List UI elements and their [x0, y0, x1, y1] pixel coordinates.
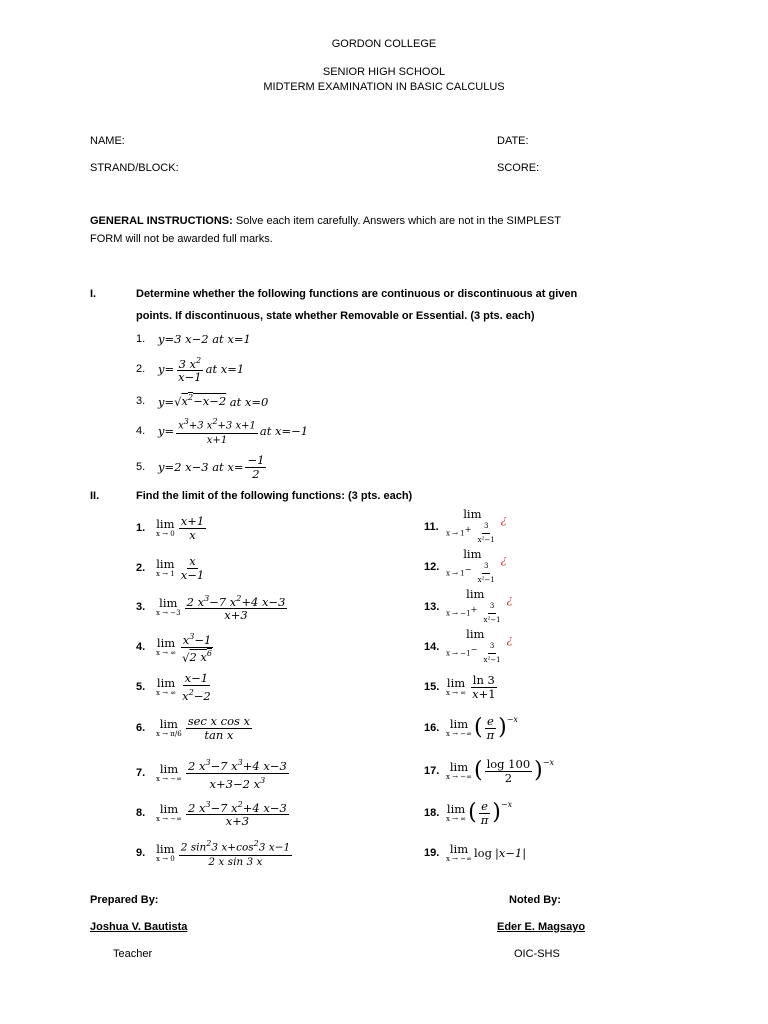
- score-label: SCORE:: [497, 162, 540, 174]
- instructions-line2: FORM will not be awarded full marks.: [90, 233, 273, 245]
- part2-item-15: 15. lim x → ∞ $\frac{\ln 3}{x+1}$: [424, 672, 496, 701]
- part2-item-19: 19. lim x → −∞ log |x−1|: [424, 842, 527, 863]
- part1-item-4: 4. y= $\frac{x^3+3 x^2+3 x+1}{x+1}$ at x=−1: [136, 417, 309, 446]
- name-label: NAME:: [90, 135, 125, 147]
- part1-number: I.: [90, 288, 97, 300]
- part2-item-4: 4. lim x → ∞ $\frac{x^3-1}{√2 x^6}$: [136, 631, 212, 665]
- part2-item-16: 16. lim x → −∞ ( $\frac{e}{\pi}$ ) −x: [424, 713, 518, 742]
- instructions-label: GENERAL INSTRUCTIONS:: [90, 215, 233, 227]
- part2-item-7: 7. lim x → −∞ $\frac{2 x^3-7 x^3+4 x-3}{x+3-2 x^3}$: [136, 757, 287, 791]
- instructions-line1: [90, 215, 678, 227]
- part2-item-13: 13. lim x → −1+ $\frac{3}{\text{x²−1}}$ ¿: [424, 586, 513, 624]
- part2-item-8: 8. lim x → −∞ $\frac{2 x^3-7 x^2+4 x-3}{x+3}$: [136, 799, 287, 829]
- part2-item-2: 2. lim x → 1 $\frac{x}{x-1}$: [136, 553, 205, 582]
- preparer-role: Teacher: [113, 948, 153, 960]
- instructions-text1: Solve each item carefully. Answers which are not in the SIMPLEST: [235, 215, 561, 227]
- part2-item-9: 9. lim x → 0 $\frac{2 \sin^23 x+\cos^23 x-1}{\text{2 x sin 3 x}}$: [136, 839, 291, 868]
- part1-item-3: 3. $y=√x^2-x-2$ at x=0: [136, 393, 269, 409]
- prepared-by-label: Prepared By:: [90, 894, 159, 906]
- part2-item-1: 1. lim x → 0 $\frac{x+1}{x}$: [136, 513, 205, 542]
- date-label: DATE:: [497, 135, 529, 147]
- noted-by-label: Noted By:: [509, 894, 561, 906]
- part2-title: Find the limit of the following functions: (3 pts. each): [136, 490, 413, 502]
- part2-item-12: 12. lim x → 1− $\frac{3}{\text{x²−1}}$ ¿: [424, 546, 507, 584]
- college-name: GORDON COLLEGE: [331, 38, 437, 50]
- part2-item-6: 6. lim x → π/6 $\frac{\text{sec x cos x}}{\text{tan x}}$: [136, 713, 251, 742]
- part1-item-2: 2. y= $\frac{3 x^2}{x-1}$ at x=1: [136, 355, 245, 385]
- part2-item-14: 14. lim x → −1− $\frac{3}{\text{x²−1}}$ ¿: [424, 626, 513, 664]
- exam-title: MIDTERM EXAMINATION IN BASIC CALCULUS: [263, 81, 505, 93]
- part2-item-18: 18. lim x → ∞ ( $\frac{e}{\pi}$ ) −x: [424, 798, 513, 827]
- preparer-name: Joshua V. Bautista: [90, 921, 188, 933]
- part2-item-17: 17. lim x → −∞ ( $\frac{\log 100}{2}$ ) −x: [424, 756, 554, 785]
- school-name: SENIOR HIGH SCHOOL: [322, 66, 446, 78]
- part1-line2: points. If discontinuous, state whether Removable or Essential. (3 pts. each): [136, 310, 535, 322]
- part2-item-3: 3. lim x → −3 $\frac{2 x^3-7 x^2+4 x-3}{x+3}$: [136, 593, 286, 623]
- strand-label: STRAND/BLOCK:: [90, 162, 179, 174]
- part2-number: II.: [90, 490, 100, 502]
- part1-item-5: 5. y=2 x−3 at x= $\frac{-1}{2}$: [136, 452, 265, 481]
- noter-role: OIC-SHS: [514, 948, 560, 960]
- part1-item-1: 1. y=3 x−2 at x=1: [136, 332, 251, 346]
- part1-line1: Determine whether the following functions are continuous or discontinuous at given: [136, 288, 578, 300]
- noter-name: Eder E. Magsayo: [497, 921, 586, 933]
- part2-item-5: 5. lim x → ∞ $\frac{x-1}{x^2-2}$: [136, 670, 211, 703]
- part2-item-11: 11. lim x → 1+ $\frac{3}{\text{x²−1}}$ ¿: [424, 506, 507, 544]
